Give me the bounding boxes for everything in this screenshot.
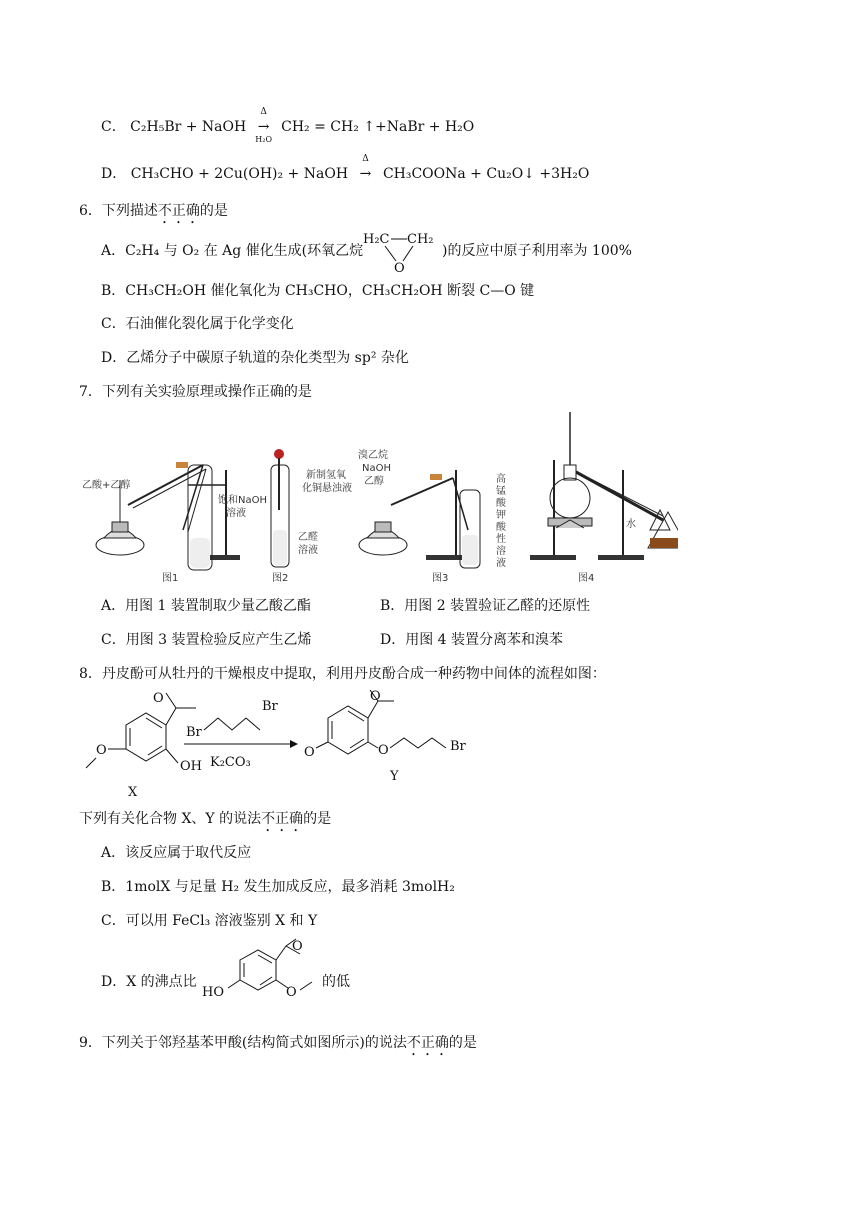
q6-option-a-end [442,241,632,261]
fig3-caption: 图3 [432,573,449,584]
y-br: Br [450,739,466,754]
x-carbonyl-o: O [153,691,164,706]
stem-text: 6．下列描述 [79,203,158,219]
y-label: Y [390,769,399,784]
y-ether-o: O [378,743,389,758]
q7-option-a: A．用图 1 装置制取少量乙酸乙酯 [101,598,311,614]
epoxide-structure [355,226,445,274]
fig1-caption: 图1 [162,573,179,584]
compound-x [86,691,202,800]
compound-y [304,689,467,784]
reagent-br-right: Br [262,699,278,714]
epoxide-left-label: H₂C [363,232,390,247]
epoxide-right-label: CH₂ [407,232,434,247]
fig3-label-right-3: 酸 [496,498,506,509]
epoxide-co-bond-left [385,246,396,261]
fig1-label-top: 乙酸+乙醇 [82,480,131,491]
q8-option-c: C．可以用 FeCl₃ 溶液鉴别 X 和 Y [101,913,318,929]
d-ho: HO [202,985,224,1000]
fig3-label-3: 乙醇 [364,476,384,487]
fig1-label-right-1: 饱和NaOH [218,495,267,506]
fig2-caption: 图2 [272,573,289,584]
q6-option-d: D．乙烯分子中碳原子轨道的杂化类型为 sp² 杂化 [101,350,409,366]
condition-top: Δ [260,107,267,117]
y-methoxy-o: O [304,745,315,760]
stem-emphasis: 不正确 [406,1035,449,1051]
q6-option-b: B．CH₃CH₂OH 催化氧化为 CH₃CHO，CH₃CH₂OH 断裂 C—O 键 [101,283,535,299]
fig2-label-3: 乙醛 [298,532,318,543]
y-carbonyl-o: O [370,689,381,704]
figure-2 [271,449,352,584]
fig4-caption: 图4 [578,573,595,584]
fig3-label-right-4: 钾 [496,510,506,521]
x-methoxy-o: O [96,743,107,758]
q7-stem: 7．下列有关实验原理或操作正确的是 [79,384,312,400]
q6-option-c: C．石油催化裂化属于化学变化 [101,316,294,332]
figure-1 [82,462,267,584]
fig3-label-1: 溴乙烷 [358,450,388,461]
equation-rhs: CH₃COONa + Cu₂O↓ +3H₂O [382,166,590,182]
option-label: D． [101,166,127,182]
fig3-label-right-8: 液 [496,558,506,569]
q6-stem [79,201,228,227]
q6-option-a [101,241,363,261]
q8-option-d-end: 的低 [322,974,350,990]
q7-option-b: B．用图 2 装置验证乙醛的还原性 [380,598,591,614]
q7-option-d: D．用图 4 装置分离苯和溴苯 [380,632,564,648]
q9-stem [79,1033,477,1059]
figure-4 [530,412,678,584]
q7-option-c: C．用图 3 装置检验反应产生乙烯 [101,632,312,648]
q5-option-c [101,107,475,144]
d-carbonyl-o: O [292,939,303,954]
fig3-label-right-2: 锰 [496,486,506,497]
reagent-base: K₂CO₃ [210,755,251,770]
x-label: X [128,785,138,800]
equation-lhs: CH₃CHO + 2Cu(OH)₂ + NaOH [130,166,349,182]
fig3-label-right-6: 性 [496,534,506,545]
q8-option-d: D．X 的沸点比 [101,974,197,990]
fig3-label-2: NaOH [362,463,391,474]
reaction-arrow: Δ → [352,164,378,184]
epoxide-oxygen: O [394,261,405,274]
reagent-br-left: Br [186,725,202,740]
figure-3 [358,448,507,584]
q7-apparatus-figures [78,410,678,585]
fig2-label-2: 化铜悬浊液 [302,483,352,494]
condition-top: Δ [362,154,369,164]
q8-option-a: A．该反应属于取代反应 [101,845,252,861]
stem-text-end: 的是 [199,203,228,219]
equation-rhs: CH₂ = CH₂ ↑+NaBr + H₂O [281,119,475,135]
equation-lhs: C₂H₅Br + NaOH [130,119,247,135]
dropper-bulb [274,449,284,459]
q8-option-b: B．1molX 与足量 H₂ 发生加成反应，最多消耗 3molH₂ [101,879,455,895]
q8-reaction-scheme [78,688,498,808]
fig1-label-right-2: 溶液 [226,508,246,519]
epoxide-co-bond-right [403,246,413,261]
x-oh: OH [180,759,202,774]
reaction-arrow: Δ → H₂O [251,117,277,137]
stem-emphasis: 不正确 [157,203,200,219]
option-text: A．C₂H₄ 与 O₂ 在 Ag 催化生成(环氧乙烷 [101,243,364,259]
fig3-label-right-1: 高 [496,474,506,485]
fig3-label-right-5: 酸 [496,522,506,533]
q8-sub-stem [79,809,331,835]
sub-stem-text-end: 的是 [303,811,332,827]
q8-option-d-structure [200,938,320,1000]
q8-stem: 8．丹皮酚可从牡丹的干燥根皮中提取，利用丹皮酚合成一种药物中间体的流程如图： [79,666,606,682]
option-label: C． [101,119,126,135]
option-text-end: )的反应中原子利用率为 100% [442,243,632,259]
d-methoxy-o: O [286,985,297,1000]
fig3-label-right-7: 溶 [496,546,506,557]
condition-bottom: H₂O [255,135,273,144]
stem-text: 9．下列关于邻羟基苯甲酸(结构简式如图所示)的说法 [79,1035,407,1051]
fig2-label-1: 新制氢氧 [306,470,346,481]
fig2-label-4: 溶液 [298,545,318,556]
q5-option-d [101,154,590,184]
sub-stem-emphasis: 不正确 [261,811,304,827]
stem-text-end: 的是 [448,1035,477,1051]
sub-stem-text: 下列有关化合物 X、Y 的说法 [79,811,262,827]
fig4-label-water: 水 [626,519,636,530]
